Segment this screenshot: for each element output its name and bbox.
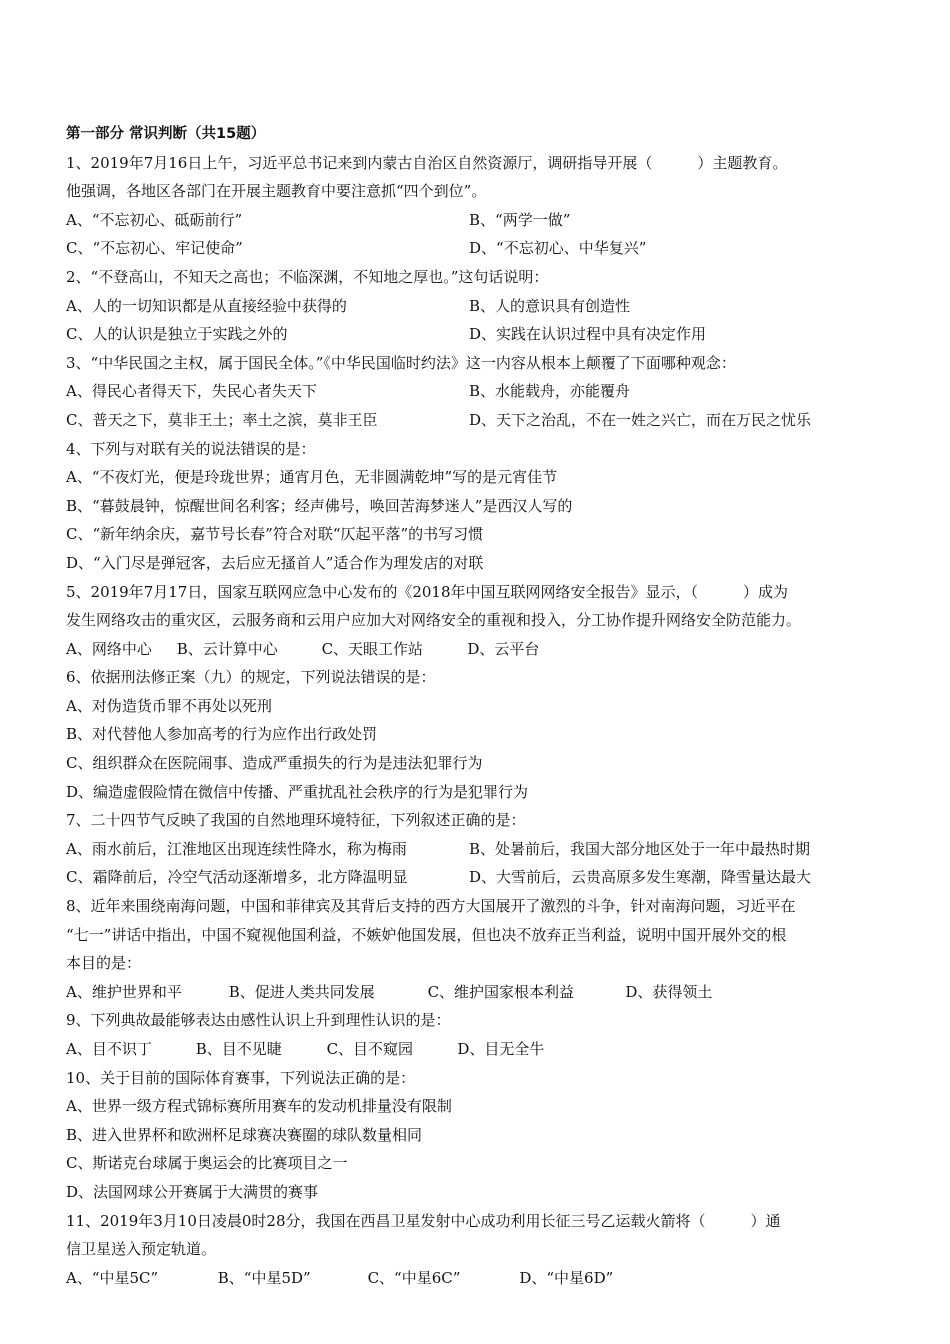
question-1	[66, 149, 896, 263]
option-a: A、世界一级方程式锦标赛所用赛车的发动机排量没有限制	[66, 1097, 452, 1116]
section-title: 第一部分 常识判断（共15题）	[66, 126, 266, 142]
question-11	[66, 1207, 896, 1293]
question-stem: 10、关于目前的国际体育赛事，下列说法正确的是：	[66, 1068, 416, 1087]
option-b: B、“暮鼓晨钟，惊醒世间名利客；经声佛号，唤回苦海梦迷人”是西汉人写的	[66, 496, 573, 515]
question-stem: 8、近年来围绕南海问题，中国和菲律宾及其背后支持的西方大国展开了激烈的斗争，针对南海问题，习近平在	[66, 897, 796, 916]
question-stem: 4、下列与对联有关的说法错误的是：	[66, 439, 316, 458]
option-c: C、“不忘初心、牢记使命”	[66, 239, 243, 258]
question-stem: 本目的是：	[66, 954, 142, 973]
option-d: D、获得领土	[625, 982, 713, 1001]
option-b: B、进入世界杯和欧洲杯足球赛决赛圈的球队数量相同	[66, 1125, 423, 1144]
option-b: B、人的意识具有创造性	[469, 296, 631, 315]
option-c: C、霜降前后，冷空气活动逐渐增多，北方降温明显	[66, 868, 408, 887]
question-2	[66, 263, 896, 349]
option-a: A、对伪造货币罪不再处以死刑	[66, 696, 272, 715]
option-d: D、云平台	[467, 639, 540, 658]
option-c: C、人的认识是独立于实践之外的	[66, 325, 288, 344]
question-stem: 9、下列典故最能够表达由感性认识上升到理性认识的是：	[66, 1011, 451, 1030]
option-b: B、处暑前后，我国大部分地区处于一年中最热时期	[469, 839, 811, 858]
question-4	[66, 435, 896, 578]
question-stem: “七一”讲话中指出，中国不窥视他国利益，不嫉妒他国发展，但也决不放弃正当利益，说明中国开展外交的根	[66, 925, 787, 944]
question-5	[66, 578, 896, 664]
option-d: D、目无全牛	[457, 1040, 545, 1058]
option-c: C、普天之下，莫非王土；率土之滨，莫非王臣	[66, 410, 378, 429]
question-stem: 11、2019年3月10日凌晨0时28分，我国在西昌卫星发射中心成功利用长征三号乙运载火箭将（ ）通	[66, 1211, 781, 1230]
option-c: C、目不窥园	[326, 1040, 414, 1058]
option-c: C、天眼工作站	[321, 639, 424, 658]
question-stem: 3、“中华民国之主权，属于国民全体。”《中华民国临时约法》这一内容从根本上颠覆了下面哪种观念：	[66, 353, 736, 372]
option-c: C、“新年纳余庆，嘉节号长春”符合对联“仄起平落”的书写习惯	[66, 525, 484, 544]
question-stem: 2、“不登高山，不知天之高也；不临深渊，不知地之厚也。”这句话说明：	[66, 267, 549, 286]
option-a: A、网络中心	[66, 639, 152, 658]
question-stem: 发生网络攻击的重灾区，云服务商和云用户应加大对网络安全的重视和投入，分工协作提升网络安全防范能力。	[66, 611, 802, 630]
question-stem: 6、依据刑法修正案（九）的规定，下列说法错误的是：	[66, 668, 436, 687]
option-a: A、目不识丁	[66, 1040, 152, 1058]
question-stem: 他强调，各地区各部门在开展主题教育中要注意抓“四个到位”。	[66, 182, 487, 201]
option-a: A、“不夜灯光，便是玲珑世界；通宵月色，无非圆满乾坤”写的是元宵佳节	[66, 468, 558, 487]
question-stem: 5、2019年7月17日，国家互联网应急中心发布的《2018年中国互联网网络安全报告》显示，（ ）成为	[66, 582, 789, 601]
question-stem: 1、2019年7月16日上午，习近平总书记来到内蒙古自治区自然资源厅，调研指导开展（ ）主题教育。	[66, 153, 788, 172]
option-c: C、“中星6C”	[367, 1268, 461, 1287]
question-stem: 7、二十四节气反映了我国的自然地理环境特征，下列叙述正确的是：	[66, 811, 526, 830]
option-a: A、人的一切知识都是从直接经验中获得的	[66, 296, 347, 315]
option-d: D、法国网球公开赛属于大满贯的赛事	[66, 1182, 319, 1201]
question-6	[66, 663, 896, 806]
option-a: A、“中星5C”	[66, 1268, 159, 1287]
option-b: B、云计算中心	[176, 639, 278, 658]
option-b: B、目不见睫	[195, 1040, 282, 1058]
question-9	[66, 1006, 896, 1063]
option-b: B、水能载舟，亦能覆舟	[469, 382, 631, 401]
option-b: B、“两学一做”	[469, 210, 571, 229]
option-a: A、雨水前后，江淮地区出现连续性降水，称为梅雨	[66, 839, 407, 858]
option-d: D、大雪前后，云贵高原多发生寒潮，降雪量达最大	[469, 868, 812, 887]
question-stem: 信卫星送入预定轨道。	[66, 1240, 217, 1259]
option-d: D、“入门尽是弹冠客，去后应无搔首人”适合作为理发店的对联	[66, 553, 484, 572]
option-a: A、维护世界和平	[66, 982, 182, 1001]
option-d: D、实践在认识过程中具有决定作用	[469, 325, 707, 344]
exam-page	[66, 120, 896, 1292]
option-a: A、得民心者得天下，失民心者失天下	[66, 382, 317, 401]
option-d: D、“中星6D”	[519, 1268, 614, 1287]
question-8	[66, 892, 896, 1006]
question-3	[66, 349, 896, 435]
option-d: D、编造虚假险情在微信中传播、严重扰乱社会秩序的行为是犯罪行为	[66, 782, 529, 801]
option-d: D、“不忘初心、中华复兴”	[469, 239, 647, 258]
option-d: D、天下之治乱，不在一姓之兴亡，而在万民之忧乐	[469, 410, 812, 429]
option-c: C、组织群众在医院闹事、造成严重损失的行为是违法犯罪行为	[66, 754, 483, 773]
option-b: B、对代替他人参加高考的行为应作出行政处罚	[66, 725, 378, 744]
option-a: A、“不忘初心、砥砺前行”	[66, 210, 243, 229]
option-b: B、“中星5D”	[217, 1268, 311, 1287]
question-7	[66, 806, 896, 892]
option-c: C、斯诺克台球属于奥运会的比赛项目之一	[66, 1154, 348, 1173]
option-c: C、维护国家根本利益	[427, 982, 575, 1001]
question-10	[66, 1064, 896, 1207]
option-b: B、促进人类共同发展	[228, 982, 375, 1001]
